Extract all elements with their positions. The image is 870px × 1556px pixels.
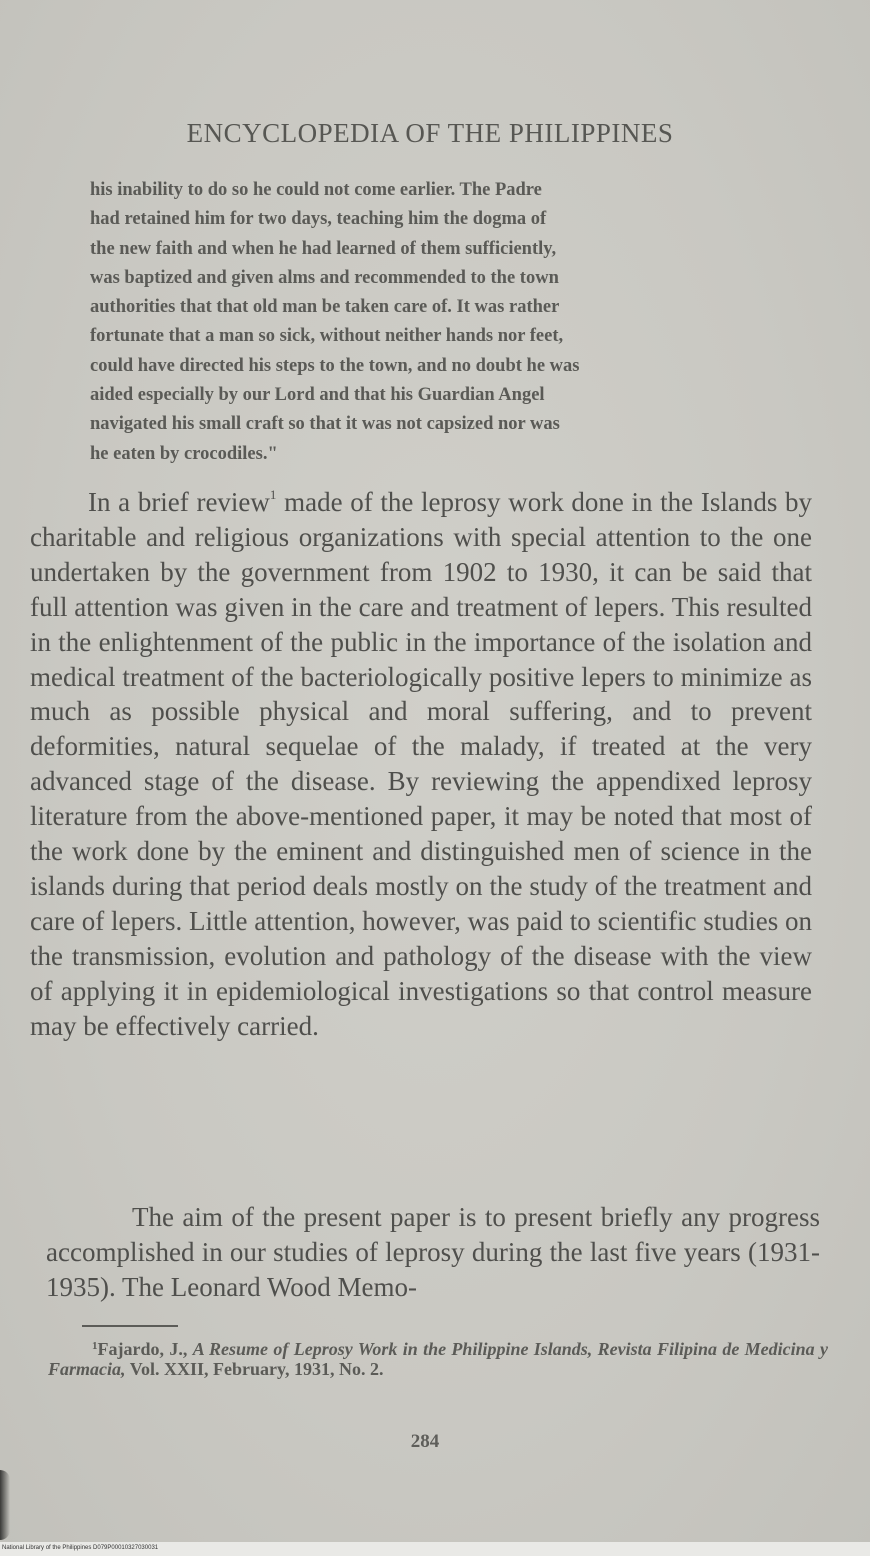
footnote-number: 1 (92, 1340, 98, 1352)
quote-line: he eaten by crocodiles." (90, 443, 278, 464)
quote-line: navigated his small craft so that it was not capsized nor was (90, 414, 560, 435)
quote-line: had retained him for two days, teaching him the dogma of (90, 209, 547, 230)
body-paragraph-1 (30, 478, 812, 1044)
footnote (48, 1336, 828, 1379)
quote-line: aided especially by our Lord and that his Guardian Angel (90, 385, 545, 406)
paragraph-body: made of the leprosy work done in the Islands by charitable and religious organizations with special attention to the one undertaken by the government from 1902 to 1930, it can be said that full attention was given in the care and treatment of lepers. This resulted in the enlightenment of the public in the importance of the isolation and medical treatment of the bacteriologically positive lepers to minimize as much as possible physical and moral suffering, and to prevent deformities, natural sequelae of the malady, if treated at the very advanced stage of the disease. By reviewing the appendixed leprosy literature from the above-mentioned paper, it may be noted that most of the work done by the eminent and distinguished men of science in the islands during that period deals mostly on the study of the treatment and care of lepers. Little attention, however, was paid to scientific studies on the transmission, evolution and pathology of the disease with the view of applying it in epidemiological investigations so that control measure may be effectively carried. (30, 487, 812, 1041)
paragraph-body: The aim of the present paper is to present briefly any progress accomplished in our studies of leprosy during the last five years (1931-1935). The Leonard Wood Memo- (46, 1202, 820, 1302)
binding-shadow (0, 1470, 10, 1540)
footnote-title: A Resume of Leprosy Work in the Philippine Islands, Revista Filipina de Medicina y Farmacia, (48, 1339, 829, 1379)
source-credit: National Library of the Philippines D079P00010327030031 (2, 1545, 159, 1551)
body-paragraph-2 (46, 1200, 820, 1305)
paragraph-text (46, 1200, 820, 1305)
page-number: 284 (410, 1431, 440, 1452)
quote-line: the new faith and when he had learned of them sufficiently, (90, 238, 557, 259)
quote-line: his inability to do so he could not come earlier. The Padre (90, 180, 542, 200)
footnote-details: Vol. XXII, February, 1931, No. 2. (129, 1359, 384, 1379)
quote-line: authorities that that old man be taken care of. It was rather (90, 297, 560, 318)
paragraph-text (30, 478, 812, 1044)
quote-line: fortunate that a man so sick, without neither hands nor feet, (90, 326, 564, 347)
quote-line: was baptized and given alms and recommended to the town (90, 267, 559, 288)
block-quote (90, 176, 808, 469)
footnote-rule (82, 1325, 178, 1327)
footnote-author: Fajardo, J., (97, 1339, 188, 1359)
footnote-reference: 1 (269, 487, 277, 502)
running-head: ENCYCLOPEDIA OF THE PHILIPPINES (186, 118, 674, 148)
quote-line: could have directed his steps to the town, and no doubt he was (90, 355, 580, 376)
paragraph-lead: In a brief review (88, 487, 270, 517)
